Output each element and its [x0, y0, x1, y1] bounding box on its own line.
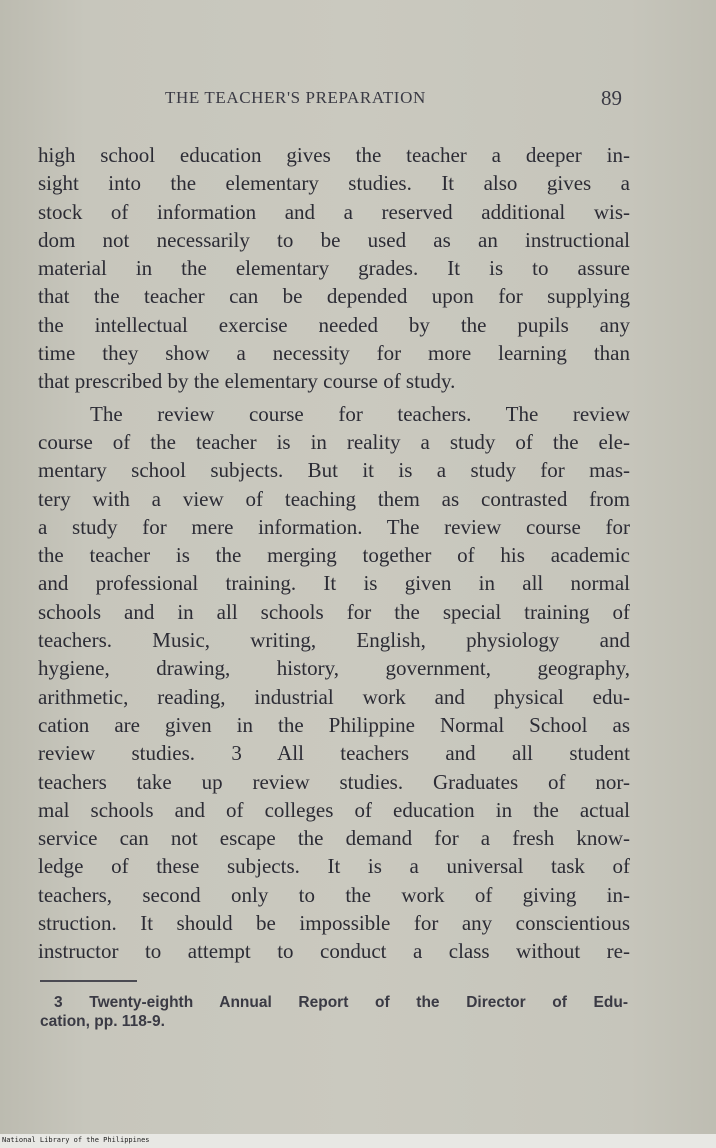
page-number: 89	[601, 86, 622, 110]
text-line: teachers, second only to the work of giving in-	[38, 882, 630, 907]
library-credit: National Library of the Philippines	[2, 1136, 150, 1144]
text-line: material in the elementary grades. It is to assure	[38, 256, 630, 281]
body-text	[38, 141, 630, 966]
text-line: high school education gives the teacher a deeper in-	[38, 143, 630, 167]
text-line: course of the teacher is in reality a study of the ele-	[38, 429, 630, 454]
footnote-rule	[40, 980, 137, 982]
text-line: instructor to attempt to conduct a class without re-	[38, 939, 630, 964]
text-line: cation are given in the Philippine Normal School as	[38, 712, 630, 737]
text-line: a study for mere information. The review course for	[38, 514, 630, 539]
text-line: the intellectual exercise needed by the pupils any	[38, 312, 630, 337]
text-line: teachers. Music, writing, English, physiology and	[38, 628, 630, 653]
text-line: service can not escape the demand for a fresh know-	[38, 826, 630, 851]
text-line: arithmetic, reading, industrial work and physical edu-	[38, 684, 630, 709]
text-line: schools and in all schools for the special training of	[38, 599, 630, 624]
footnote-line: 3 Twenty-eighth Annual Report of the Director of Edu-	[54, 994, 628, 1011]
text-line: sight into the elementary studies. It also gives a	[38, 171, 630, 196]
text-line: ledge of these subjects. It is a universal task of	[38, 854, 630, 879]
text-line: that the teacher can be depended upon for supplying	[38, 284, 630, 309]
paragraph	[38, 141, 630, 396]
text-line: stock of information and a reserved additional wis-	[38, 199, 630, 224]
text-line: time they show a necessity for more learning than	[38, 341, 630, 366]
text-line: mal schools and of colleges of education in the actual	[38, 797, 630, 822]
text-line: dom not necessarily to be used as an instructional	[38, 227, 630, 252]
footnote-line: cation, pp. 118-9.	[40, 1013, 165, 1030]
text-line: the teacher is the merging together of his academic	[38, 543, 630, 568]
footnote	[40, 993, 628, 1031]
text-line: that prescribed by the elementary course of study.	[38, 369, 456, 394]
text-line: mentary school subjects. But it is a study for mas-	[38, 458, 630, 483]
text-line: struction. It should be impossible for any conscientious	[38, 911, 630, 936]
text-line: teachers take up review studies. Graduates of nor-	[38, 769, 630, 794]
text-line: hygiene, drawing, history, government, geography,	[38, 656, 630, 681]
text-line: tery with a view of teaching them as contrasted from	[38, 486, 630, 511]
text-line: and professional training. It is given in all normal	[38, 571, 630, 596]
running-head	[0, 88, 716, 112]
text-line: The review course for teachers. The review	[90, 401, 630, 426]
running-title: THE TEACHER'S PREPARATION	[165, 88, 426, 107]
paragraph	[38, 400, 630, 966]
text-line: review studies. 3 All teachers and all student	[38, 741, 630, 766]
